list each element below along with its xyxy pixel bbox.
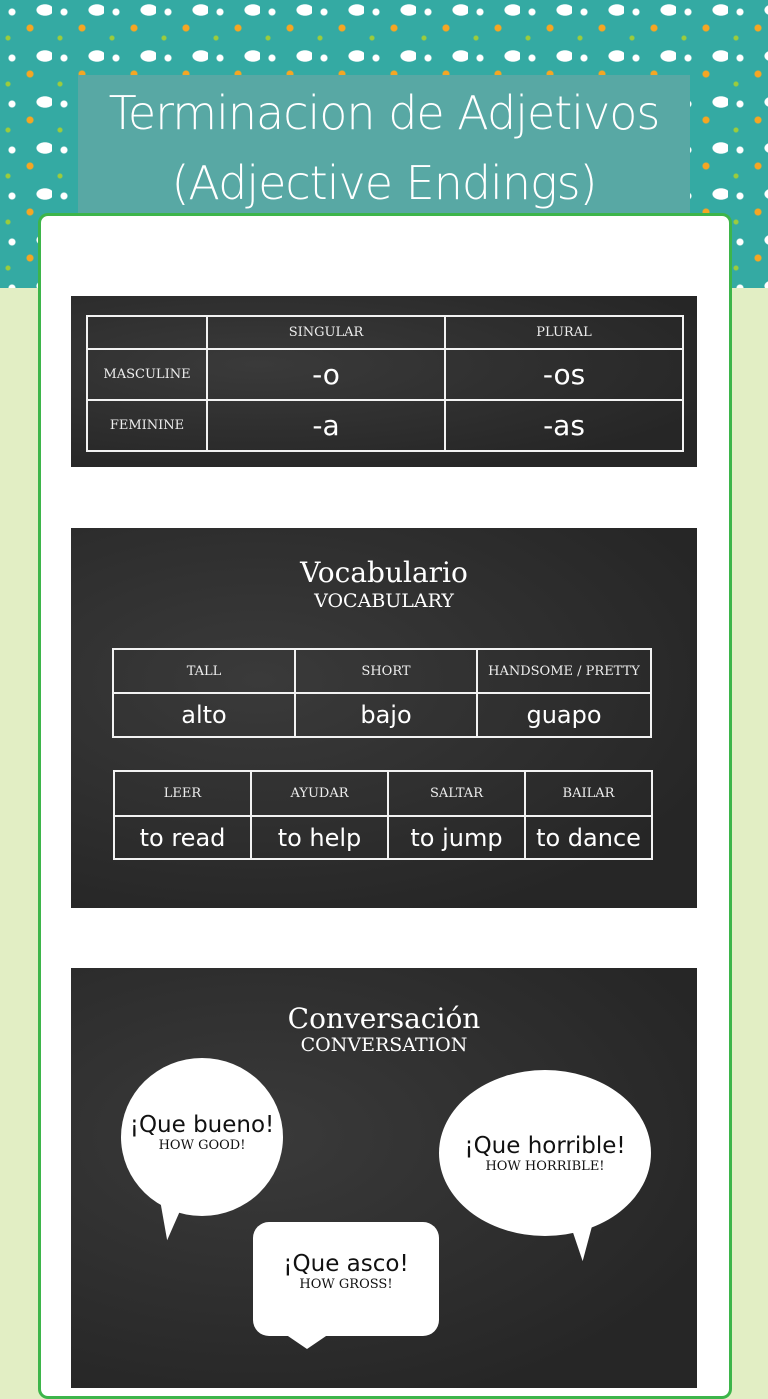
header-cell-empty [87,316,207,349]
vocabulary-chalkboard [71,528,697,908]
speech-bubble-tail [285,1334,329,1349]
row-label-masculine: MASCULINE [87,349,207,400]
title-line-2: (Adjective Endings) [171,155,597,210]
speech-bubble-que-horrible [439,1070,651,1236]
endings-table [86,315,684,452]
adjective-english: HANDSOME / PRETTY [477,649,651,693]
feminine-singular: -a [207,400,445,451]
vocabulary-title: Vocabulario [300,556,468,589]
bubble-spanish: ¡Que bueno! [129,1111,275,1138]
endings-chalkboard [71,296,697,467]
title-line-1: Terminacion de Adjetivos [108,85,660,140]
conversation-title: Conversación [287,1002,481,1035]
header-plural: PLURAL [445,316,683,349]
speech-bubble-que-asco [253,1222,439,1336]
verb-spanish: AYUDAR [251,771,388,816]
verb-spanish: SALTAR [388,771,525,816]
feminine-plural: -as [445,400,683,451]
bubble-english: HOW HORRIBLE! [485,1158,605,1174]
verb-spanish: LEER [114,771,251,816]
verb-english: to help [251,816,388,859]
bubble-spanish: ¡Que horrible! [464,1132,626,1159]
verbs-table [113,770,653,860]
vocabulary-subtitle: VOCABULARY [314,590,454,612]
conversation-chalkboard [71,968,697,1388]
verb-english: to jump [388,816,525,859]
speech-bubble-que-bueno [121,1058,283,1216]
adjective-spanish: alto [113,693,295,737]
page-title [78,75,690,220]
adjective-spanish: guapo [477,693,651,737]
bubble-spanish: ¡Que asco! [283,1250,409,1277]
row-label-feminine: FEMININE [87,400,207,451]
adjectives-table [112,648,652,738]
verb-english: to read [114,816,251,859]
header-singular: SINGULAR [207,316,445,349]
bubble-english: HOW GROSS! [299,1276,393,1292]
bubble-english: HOW GOOD! [158,1137,246,1153]
verb-english: to dance [525,816,652,859]
masculine-singular: -o [207,349,445,400]
adjective-spanish: bajo [295,693,477,737]
conversation-subtitle: CONVERSATION [300,1034,468,1056]
adjective-english: TALL [113,649,295,693]
adjective-english: SHORT [295,649,477,693]
verb-spanish: BAILAR [525,771,652,816]
masculine-plural: -os [445,349,683,400]
